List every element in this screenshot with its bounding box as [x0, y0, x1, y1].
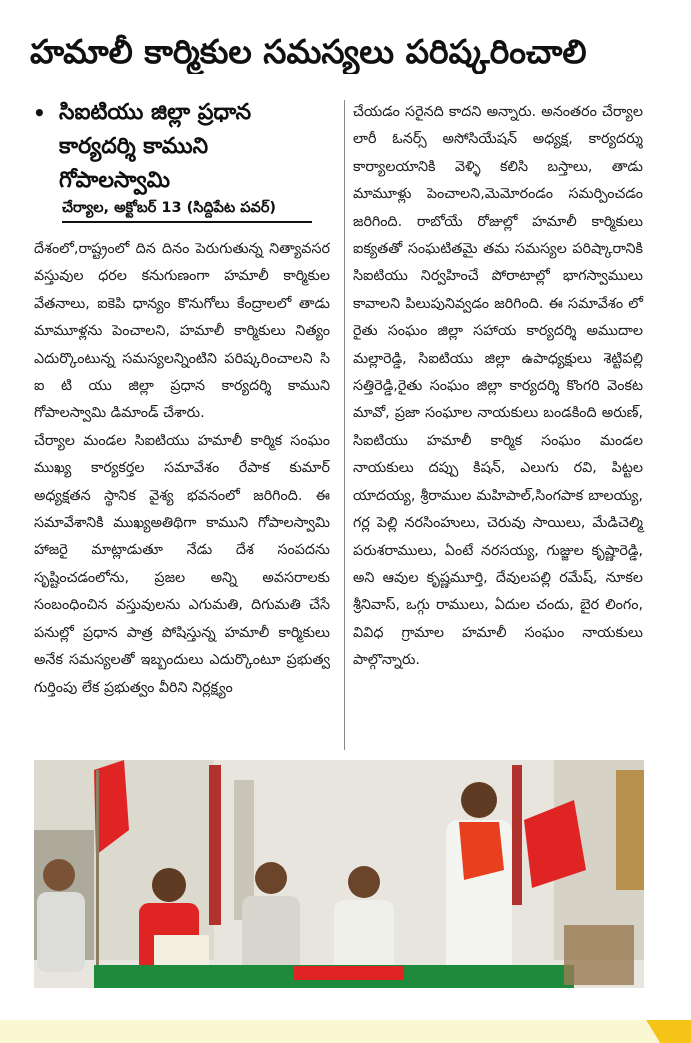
subheading	[33, 96, 323, 198]
paragraph: చేయడం సరైనది కాదని అన్నారు. అనంతరం చేర్యాల లారీ ఓనర్స్ అసోసియేషన్ అధ్యక్ష, కార్యదర్శు కార్యాలయానికి వెళ్ళి కలిసి బస్తాలు, తాడు మామూళ్లు పెంచాలని,మెమోరండం సమర్పించడం జరిగింది. రాబోయే రోజుల్లో హమాలీ కార్మికులు ఐక్యతతో సంఘటితమై తమ సమస్యల పరిష్కారానికి సిఐటియు నిర్వహించే పోరాటాల్లో భాగస్వాములు కావాలని పిలుపునివ్వడం జరిగింది. ఈ సమావేశం లో రైతు సంఘం జిల్లా సహాయ కార్యదర్శి అముదాల మల్లారెడ్డి, సిఐటియు జిల్లా ఉపాధ్యక్షులు శెట్టిపల్లి సత్తిరెడ్డి,రైతు సంఘం జిల్లా కార్యదర్శి కొంగరి వెంకట మావో, ప్రజా సంఘాల నాయకులు బండకింది అరుణ్, సిఐటియు హమాలీ కార్మిక సంఘం మండల నాయకులు దప్పు కిషన్, ఎలుగు రవి, పిట్టల యాదయ్య, శ్రీరాముల మహిపాల్,సింగపాక బాలయ్య, గర్ల పెల్లి నరసింహులు, చెరువు సాయిలు, మేడిచెల్మి పరుశరాములు, ఏంటే నరసయ్య, గుజ్జుల కృష్ణారెడ్డి, అని ఆవుల కృష్ణమూర్తి, దేవులపల్లి రమేష్, నూకల శ్రీనివాస్, ఒగ్గు రాములు, ఏదుల చందు, బైర లింగం, వివిధ గ్రామాల హమాలీ సంఘం నాయకులు పాల్గొన్నారు.	[353, 104, 643, 669]
article-column-left	[34, 236, 330, 702]
paragraph: దేశంలో,రాష్ట్రంలో దిన దినం పెరుగుతున్న నిత్యావసర వస్తువుల ధరల కనుగుణంగా హమాలీ కార్మికుల వేతనాలు, ఐకెపి ధాన్యం కొనుగోలు కేంద్రాలలో తాడు మామూళ్లను పెంచాలని, హమాలీ కార్మికులు నిత్యం ఎదుర్కొంటున్న సమస్యలన్నింటిని పరిష్కరించాలని సి ఐ టి యు జిల్లా ప్రధాన కార్యదర్శి కాముని గోపాలస్వామి డిమాండ్ చేశారు.	[34, 241, 330, 422]
bottom-band	[0, 1020, 691, 1043]
dateline: చేర్యాల, అక్టోబర్ 13 (సిద్దిపేట పవర్)	[62, 198, 312, 223]
headline: హమాలీ కార్మికుల సమస్యలు పరిష్కరించాలి	[30, 32, 587, 71]
subheading-text: సిఐటియు జిల్లా ప్రధాన కార్యదర్శి కాముని గోపాలస్వామి	[59, 100, 252, 193]
bullet-icon: •	[33, 101, 46, 125]
article-column-right	[353, 99, 643, 675]
meeting-photo-illustration	[34, 760, 644, 988]
paragraph: చేర్యాల మండల సిఐటియు హమాలీ కార్మిక సంఘం ముఖ్య కార్యకర్తల సమావేశం రేపాక కుమార్ అధ్యక్షతన స్థానిక వైశ్య భవనంలో జరిగింది. ఈ సమావేశానికి ముఖ్యఅతిథిగా కాముని గోపాలస్వామి హాజరై మాట్లాడుతూ నేడు దేశ సంపదను సృష్టించడంలోను, ప్రజల అన్ని అవసరాలకు సంబంధించిన వస్తువులను ఎగుమతి, దిగుమతి చేసే పనుల్లో ప్రధాన పాత్ర పోషిస్తున్న హమాలీ కార్మికులు అనేక సమస్యలతో ఇబ్బందులు ఎదుర్కొంటూ ప్రభుత్వ గుర్తింపు లేక ప్రభుత్వం వీరిని నిర్లక్ష్యం	[34, 432, 330, 696]
meeting-photo	[34, 760, 644, 988]
column-divider	[344, 100, 345, 750]
